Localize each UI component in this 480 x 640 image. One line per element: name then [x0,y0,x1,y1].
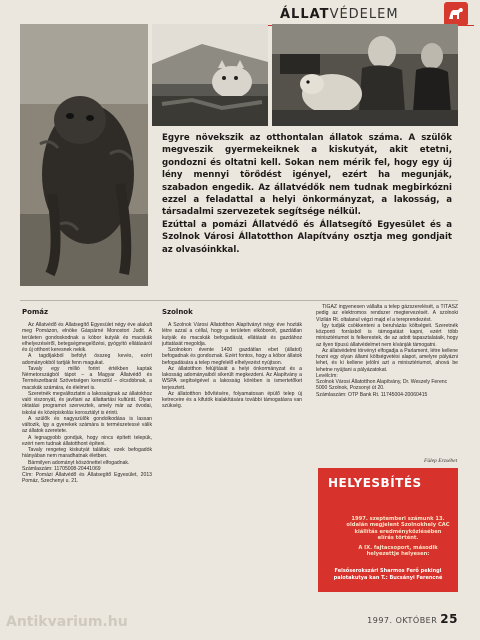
correction-box [318,468,458,592]
pomaz-paragraph: A legnagyobb gondjuk, hogy nincs épített telepük, ezért nem tudnak állatotthont építeni. [22,434,152,447]
dog-logo-icon [444,2,468,26]
szolnok-paragraph: Az állatvédelmi törvényt elfogadja a Parlament, létre kellene hozni egy olyan állami költségvetési alapot, amelyre pályázni lehet, és ki kellene jelölni azt a minisztériumot, ahová be lehetne nyújtani a pályázatokat. [316,347,458,373]
lead-paragraph-1: Egyre növekszik az otthontalan állatok száma. A szülők megveszik gyermekeiknek a kiskutyát, akit etetni, gondozni és oltatni kell. Sokan nem mérik fel, hogy egy új lény mennyi törődést igényel, ezért ha megunják, szabadon engedik. Az állatvédők nem tudnak megbirkózni ezzel a feladattal a helyi önkormányzat, a lakosság, a társadalmi szervezetek segítsége nélkül. [162,133,452,218]
section-title-light: VÉDELEM [329,7,399,22]
szolnok-paragraph: Szolnokon évente 1400 gazdátlan ebet (állatot) befogadnak és gondoznak. Ezért fontos, hogy a kóbor állatok befogadására a telep megfelelő elhelyezést nyújtson. [162,347,302,366]
divider [20,300,458,301]
szolnok-paragraph: A Szolnok Városi Állatotthon Alapítványt négy éve hozták létre azzal a céllal, hogy a területen elkóborolt, gazdátlan kutyák és macskák befogadását, ellátását és gazdához juttatását megoldja. [162,322,302,347]
page-number: 25 [440,612,458,626]
pomaz-account: Számlaszám: 11705008-20441069 [22,465,101,472]
contact-address: 5000 Szolnok, Pozsonyi út 20. [316,385,385,392]
contact-label: Levélcím: [316,372,338,379]
volunteers-with-dog-photo [272,24,458,126]
pomaz-paragraph: Szeretnék megváltoztatni a lakosságnak az állatokhoz való viszonyát, és javítani az állattartási kultúrát. Olyan oktatási programot szerveztek, amely már az óvodai, iskolai és középiskolás korosztályt is érinti. [22,390,152,416]
pomaz-paragraph: A szülők és nagyszülők gondolkodása is lassan változik, így a gyerekek számára is természetessé válik az állatok szeretete. [22,415,152,435]
szolnok-column-continued [316,304,458,454]
pomaz-column [22,322,152,612]
szolnok-paragraph: Az állatotthon felújítását a helyi önkormányzat és a lakosság adományaiból sikerült megkezdeni. Az Alapítvány a WSPA segítségével a lakosság körében is ismertetőket terjesztett. [162,365,302,391]
szolnok-paragraph: Az állatotthon bővítésére, folyamatosan épülő telep új ketreceire és a kifutók kialakítására további támogatásra van szükség. [162,390,302,410]
szolnok-paragraph: Így tudják csökkenteni a beruházás költségeit. Szeretnék központi forrásból is támogatást kapni, ezért több minisztériumot is felkerestek, de az adott tapasztalataik, hogy az ilyen típusú állatvédelmet nem kívánják támogatni. [316,322,458,348]
article-lead [162,132,452,256]
pomaz-paragraph: Bármilyen adományt köszönettel elfogadnak. [28,459,130,466]
contact-name: Szolnok Városi Állatotthon Alapítvány, Dr. Weszely Ferenc [316,379,448,385]
page-folio [367,612,458,626]
correction-paragraph-1: 1997. szeptemberi számunk 13. oldalán megjelent Szolnokhely CAC kiállítás eredményközlésében elírás történt. [346,516,450,541]
pomaz-address: Cím: Pomázi Állatvédő és Állatsegítő Egyesület, 2013 Pomáz, Szechenyi u. 21. [22,472,152,485]
szolnok-paragraph: TIGÁZ ingyenesen vállalta a telep gázszerelését, a TITÁSZ pedig az elektromos rendszer megtervezését. A szolnoki Vízilán Rt. oltalanul végzi majd el a tereprendezést. [316,304,458,323]
pomaz-paragraph: A tagdíjakból befolyt összeg kevés, ezért adományokból tartják fenn magukat. [22,353,152,366]
pomaz-paragraph: Tavaly egy millió forint értékben kaptak Németországból tápot – a Magyar Állatvédő és Természetbarát Szövetségen keresztül – olcsóbbnak, a macskák számára, és élelmet is. [22,365,152,391]
section-header [238,6,474,26]
author-signature: Fülep Erzsébet [424,458,458,464]
szolnok-column [162,322,302,612]
pomaz-paragraph: Az Állatvédő és Állatsegítő Egyesület négy éve alakult meg Pomázon, elnöke Gáspárné Monostori Judit. A területen gondoskodnak a kóbor kutyák és macskák elhelyezéséről, betegségmegelőzési, gyógyító ellátásáról és új otthont keresnek nekik. [22,322,152,353]
dog-photo [20,24,148,286]
issue-date: 1997. OKTÓBER [367,616,438,625]
kitten-photo [152,24,268,126]
section-title [280,7,399,22]
pomaz-paragraph: Tavaly rengeteg kiskutyát találtak; ezek befogadók hiányában nem maradhatnak életben. [22,447,152,460]
correction-paragraph-2: A IX. fajtacsoport, második helyezettje helyesen: [358,545,438,558]
watermark: Antikvarium.hu [6,614,128,630]
section-title-bold: ÁLLAT [280,7,330,22]
correction-body [346,516,450,558]
szolnok-heading: Szolnok [162,308,193,316]
correction-winner: Felsőserokszári Sharmos Ferő pekingi palotakutya kan T.: Bucsányi Ferencné [333,568,443,581]
lead-paragraph-2: Ezúttal a pomázi Állatvédő és Állatsegítő Egyesület és a Szolnok Városi Állatotthon Alapítvány osztja meg gondjait az olvasóinkkal. [162,219,452,255]
pomaz-heading: Pomáz [22,308,49,316]
contact-account: Számlaszám: OTP Bank Rt. 11745004-20060415 [316,391,428,398]
correction-title: HELYESBÍTÉS [328,476,422,490]
